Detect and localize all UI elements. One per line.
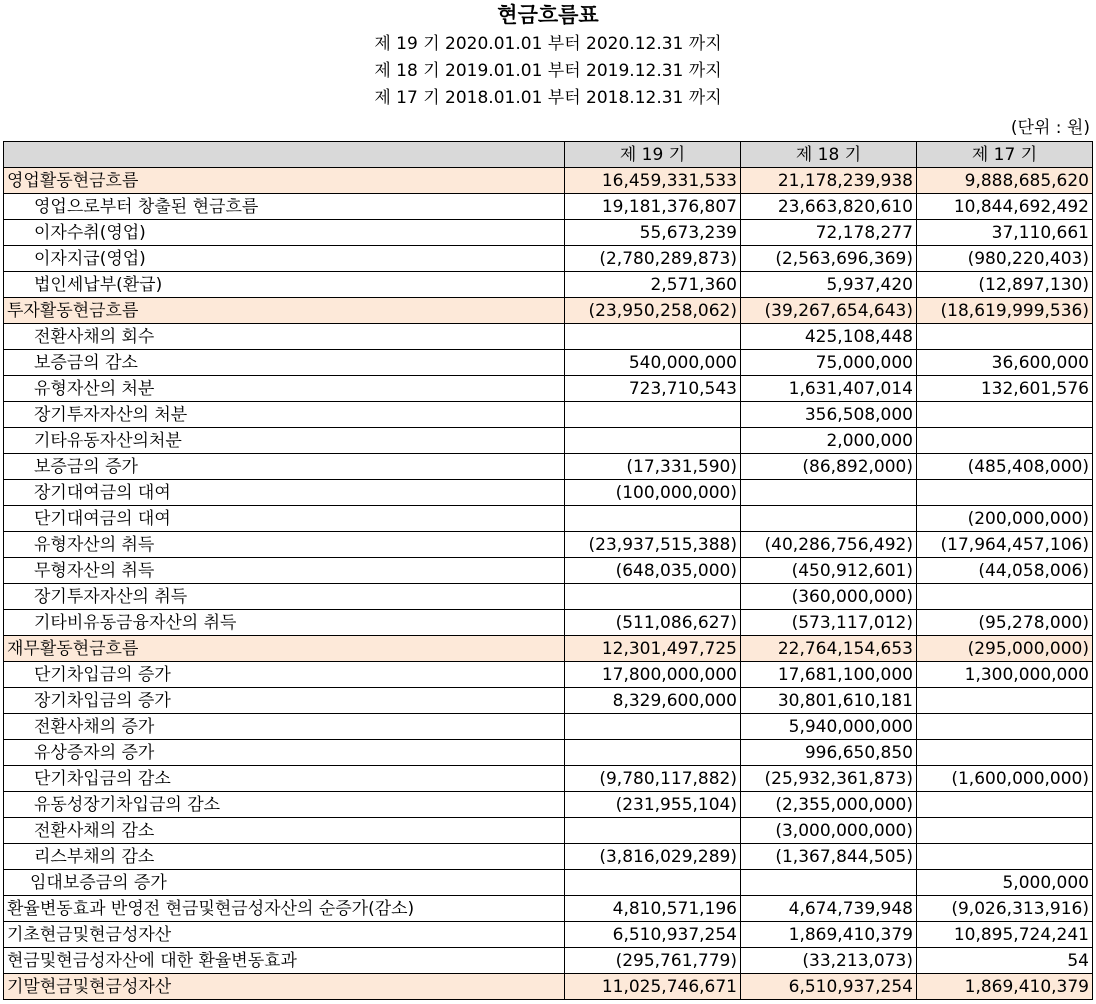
value-cell xyxy=(565,870,741,896)
row-label: 기타유동자산의처분 xyxy=(4,428,565,454)
value-cell: (86,892,000) xyxy=(741,454,917,480)
value-cell: (100,000,000) xyxy=(565,480,741,506)
table-row xyxy=(4,948,1093,974)
value-cell: 16,459,331,533 xyxy=(565,168,741,194)
value-cell xyxy=(917,818,1093,844)
value-cell: (200,000,000) xyxy=(917,506,1093,532)
value-cell: 6,510,937,254 xyxy=(741,974,917,1000)
value-cell: 996,650,850 xyxy=(741,740,917,766)
row-label: 이자수취(영업) xyxy=(4,220,565,246)
value-cell: (23,950,258,062) xyxy=(565,298,741,324)
row-label: 전환사채의 감소 xyxy=(4,818,565,844)
row-label: 리스부채의 감소 xyxy=(4,844,565,870)
table-row xyxy=(4,740,1093,766)
table-row xyxy=(4,246,1093,272)
value-cell: (450,912,601) xyxy=(741,558,917,584)
table-row xyxy=(4,922,1093,948)
header-period-17: 제 17 기 xyxy=(917,142,1093,168)
value-cell: 1,631,407,014 xyxy=(741,376,917,402)
value-cell xyxy=(917,584,1093,610)
row-label: 현금및현금성자산에 대한 환율변동효과 xyxy=(4,948,565,974)
value-cell xyxy=(565,506,741,532)
header-period-18: 제 18 기 xyxy=(741,142,917,168)
table-row xyxy=(4,844,1093,870)
table-row xyxy=(4,402,1093,428)
row-label: 장기대여금의 대여 xyxy=(4,480,565,506)
table-row xyxy=(4,610,1093,636)
value-cell xyxy=(917,480,1093,506)
value-cell xyxy=(565,428,741,454)
value-cell: (17,964,457,106) xyxy=(917,532,1093,558)
value-cell: 1,869,410,379 xyxy=(917,974,1093,1000)
value-cell xyxy=(741,870,917,896)
value-cell: (2,355,000,000) xyxy=(741,792,917,818)
value-cell: 9,888,685,620 xyxy=(917,168,1093,194)
table-row xyxy=(4,532,1093,558)
value-cell xyxy=(917,402,1093,428)
value-cell xyxy=(565,740,741,766)
row-label: 단기차입금의 증가 xyxy=(4,662,565,688)
value-cell xyxy=(741,480,917,506)
value-cell: 4,674,739,948 xyxy=(741,896,917,922)
table-row xyxy=(4,506,1093,532)
value-cell: (12,897,130) xyxy=(917,272,1093,298)
value-cell: 5,937,420 xyxy=(741,272,917,298)
value-cell: 75,000,000 xyxy=(741,350,917,376)
table-row xyxy=(4,480,1093,506)
value-cell: 11,025,746,671 xyxy=(565,974,741,1000)
value-cell xyxy=(917,428,1093,454)
value-cell: 36,600,000 xyxy=(917,350,1093,376)
table-row xyxy=(4,324,1093,350)
value-cell: (2,563,696,369) xyxy=(741,246,917,272)
value-cell: (18,619,999,536) xyxy=(917,298,1093,324)
table-row xyxy=(4,818,1093,844)
value-cell: 1,300,000,000 xyxy=(917,662,1093,688)
table-row xyxy=(4,558,1093,584)
value-cell: (9,780,117,882) xyxy=(565,766,741,792)
value-cell: 8,329,600,000 xyxy=(565,688,741,714)
row-label: 전환사채의 증가 xyxy=(4,714,565,740)
row-label: 유형자산의 처분 xyxy=(4,376,565,402)
value-cell: 540,000,000 xyxy=(565,350,741,376)
value-cell: 5,000,000 xyxy=(917,870,1093,896)
value-cell: 1,869,410,379 xyxy=(741,922,917,948)
table-row xyxy=(4,194,1093,220)
period-line-18: 제 18 기 2019.01.01 부터 2019.12.31 까지 xyxy=(374,61,722,81)
row-label: 임대보증금의 증가 xyxy=(4,870,565,896)
value-cell xyxy=(917,714,1093,740)
value-cell: 12,301,497,725 xyxy=(565,636,741,662)
value-cell: (360,000,000) xyxy=(741,584,917,610)
value-cell: 425,108,448 xyxy=(741,324,917,350)
row-label: 기초현금및현금성자산 xyxy=(4,922,565,948)
value-cell: (95,278,000) xyxy=(917,610,1093,636)
row-label: 법인세납부(환급) xyxy=(4,272,565,298)
header-label-cell xyxy=(4,142,565,168)
value-cell: (648,035,000) xyxy=(565,558,741,584)
value-cell: (33,213,073) xyxy=(741,948,917,974)
value-cell: (3,000,000,000) xyxy=(741,818,917,844)
value-cell: 2,571,360 xyxy=(565,272,741,298)
value-cell: 21,178,239,938 xyxy=(741,168,917,194)
value-cell: 2,000,000 xyxy=(741,428,917,454)
row-label: 장기투자자산의 처분 xyxy=(4,402,565,428)
value-cell: (573,117,012) xyxy=(741,610,917,636)
value-cell: 10,895,724,241 xyxy=(917,922,1093,948)
value-cell: 17,800,000,000 xyxy=(565,662,741,688)
value-cell: 55,673,239 xyxy=(565,220,741,246)
value-cell: 23,663,820,610 xyxy=(741,194,917,220)
value-cell: (17,331,590) xyxy=(565,454,741,480)
value-cell: 10,844,692,492 xyxy=(917,194,1093,220)
table-row xyxy=(4,662,1093,688)
row-label: 보증금의 증가 xyxy=(4,454,565,480)
value-cell xyxy=(917,792,1093,818)
value-cell: 17,681,100,000 xyxy=(741,662,917,688)
section-row xyxy=(4,168,1093,194)
value-cell: 22,764,154,653 xyxy=(741,636,917,662)
row-label: 무형자산의 취득 xyxy=(4,558,565,584)
value-cell: (295,761,779) xyxy=(565,948,741,974)
value-cell xyxy=(565,714,741,740)
value-cell xyxy=(917,688,1093,714)
section-row xyxy=(4,298,1093,324)
value-cell: (1,600,000,000) xyxy=(917,766,1093,792)
value-cell xyxy=(565,324,741,350)
value-cell xyxy=(917,740,1093,766)
value-cell xyxy=(741,506,917,532)
value-cell: 356,508,000 xyxy=(741,402,917,428)
value-cell: (9,026,313,916) xyxy=(917,896,1093,922)
row-label: 장기차입금의 증가 xyxy=(4,688,565,714)
value-cell: (511,086,627) xyxy=(565,610,741,636)
table-row xyxy=(4,454,1093,480)
value-cell: (980,220,403) xyxy=(917,246,1093,272)
section-row xyxy=(4,974,1093,1000)
table-row xyxy=(4,584,1093,610)
row-label: 장기투자자산의 취득 xyxy=(4,584,565,610)
value-cell: (485,408,000) xyxy=(917,454,1093,480)
table-row xyxy=(4,688,1093,714)
value-cell: 723,710,543 xyxy=(565,376,741,402)
table-row xyxy=(4,870,1093,896)
value-cell: (39,267,654,643) xyxy=(741,298,917,324)
row-label: 유형자산의 취득 xyxy=(4,532,565,558)
row-label: 기타비유동금융자산의 취득 xyxy=(4,610,565,636)
table-header-row xyxy=(4,142,1093,168)
value-cell: 132,601,576 xyxy=(917,376,1093,402)
row-label: 보증금의 감소 xyxy=(4,350,565,376)
table-row xyxy=(4,428,1093,454)
row-label: 환율변동효과 반영전 현금및현금성자산의 순증가(감소) xyxy=(4,896,565,922)
header-period-19: 제 19 기 xyxy=(565,142,741,168)
row-label: 영업으로부터 창출된 현금흐름 xyxy=(4,194,565,220)
row-label: 영업활동현금흐름 xyxy=(4,168,565,194)
period-line-17: 제 17 기 2018.01.01 부터 2018.12.31 까지 xyxy=(374,88,722,108)
value-cell xyxy=(565,818,741,844)
value-cell: 37,110,661 xyxy=(917,220,1093,246)
table-row xyxy=(4,376,1093,402)
value-cell xyxy=(565,584,741,610)
period-line-19: 제 19 기 2020.01.01 부터 2020.12.31 까지 xyxy=(374,34,722,54)
table-row xyxy=(4,350,1093,376)
value-cell: (44,058,006) xyxy=(917,558,1093,584)
unit-label: (단위 : 원) xyxy=(1010,118,1090,138)
value-cell xyxy=(917,324,1093,350)
table-row xyxy=(4,896,1093,922)
table-row xyxy=(4,792,1093,818)
row-label: 투자활동현금흐름 xyxy=(4,298,565,324)
table-row xyxy=(4,766,1093,792)
row-label: 단기대여금의 대여 xyxy=(4,506,565,532)
value-cell: (3,816,029,289) xyxy=(565,844,741,870)
table-row xyxy=(4,220,1093,246)
value-cell: (2,780,289,873) xyxy=(565,246,741,272)
statement-title: 현금흐름표 xyxy=(497,3,599,27)
value-cell: 19,181,376,807 xyxy=(565,194,741,220)
row-label: 단기차입금의 감소 xyxy=(4,766,565,792)
table-row xyxy=(4,714,1093,740)
cash-flow-table xyxy=(3,141,1093,1000)
section-row xyxy=(4,636,1093,662)
row-label: 유동성장기차입금의 감소 xyxy=(4,792,565,818)
value-cell: (295,000,000) xyxy=(917,636,1093,662)
row-label: 이자지급(영업) xyxy=(4,246,565,272)
row-label: 유상증자의 증가 xyxy=(4,740,565,766)
value-cell: 30,801,610,181 xyxy=(741,688,917,714)
row-label: 기말현금및현금성자산 xyxy=(4,974,565,1000)
value-cell: (1,367,844,505) xyxy=(741,844,917,870)
value-cell xyxy=(565,402,741,428)
value-cell: 72,178,277 xyxy=(741,220,917,246)
row-label: 전환사채의 회수 xyxy=(4,324,565,350)
table-row xyxy=(4,272,1093,298)
value-cell: 6,510,937,254 xyxy=(565,922,741,948)
value-cell: 4,810,571,196 xyxy=(565,896,741,922)
value-cell: 54 xyxy=(917,948,1093,974)
value-cell: (23,937,515,388) xyxy=(565,532,741,558)
value-cell xyxy=(917,844,1093,870)
value-cell: (40,286,756,492) xyxy=(741,532,917,558)
value-cell: 5,940,000,000 xyxy=(741,714,917,740)
value-cell: (231,955,104) xyxy=(565,792,741,818)
row-label: 재무활동현금흐름 xyxy=(4,636,565,662)
value-cell: (25,932,361,873) xyxy=(741,766,917,792)
